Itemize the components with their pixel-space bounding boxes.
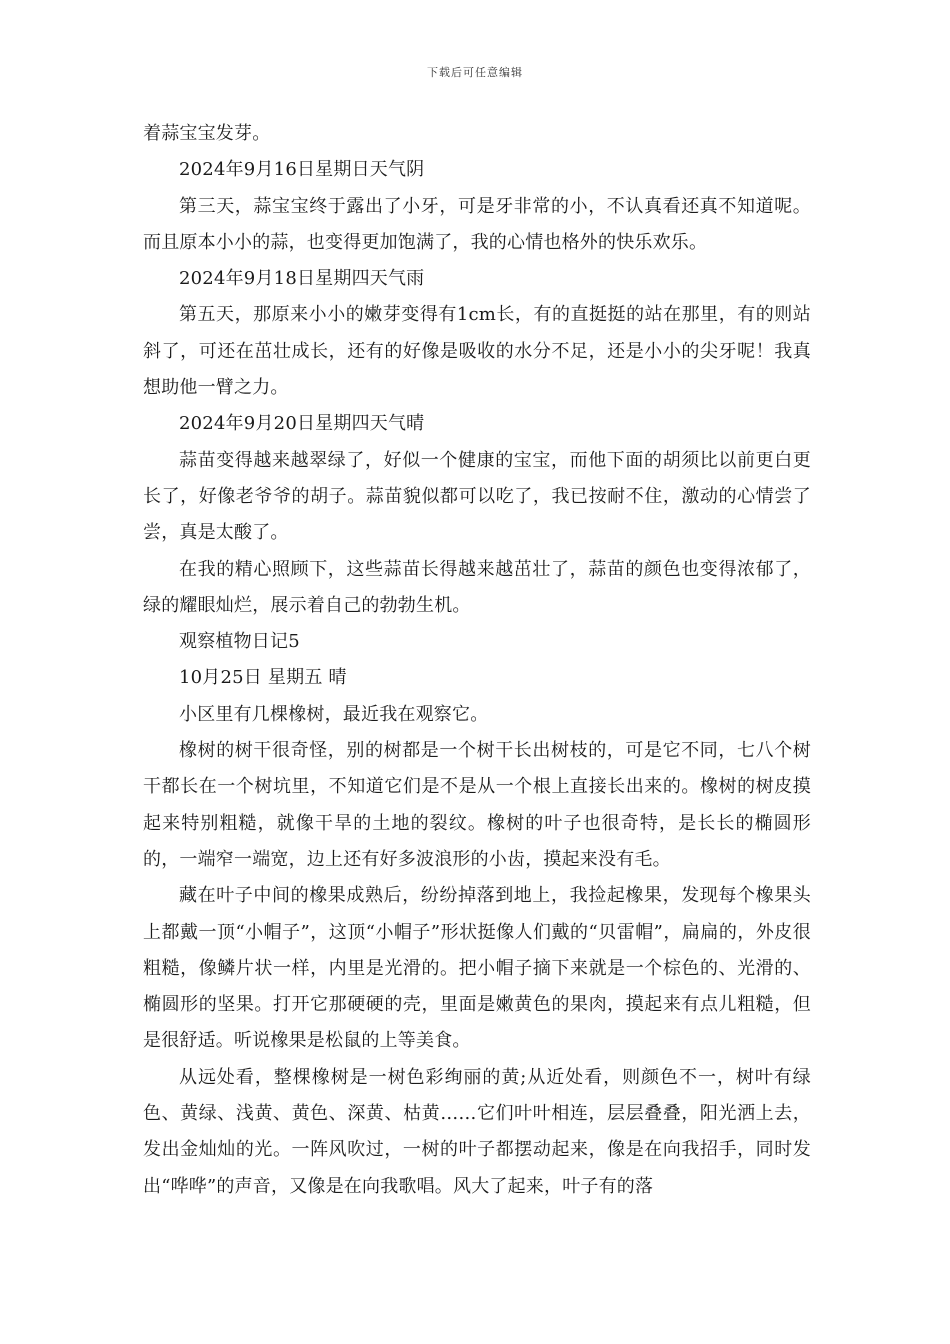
section-title: 观察植物日记5 (179, 631, 300, 653)
diary-date-heading: 2024年9月16日星期日天气阴 (179, 159, 425, 181)
paragraph: 橡树的树干很奇怪，别的树都是一个树干长出树枝的，可是它不同，七八个树干都长在一个树坑里，不知道它们是不是从一个根上直接长出来的。橡树的树皮摸起来特别粗糙，就像干旱的土地的裂纹。橡树的叶子也很奇特，是长长的椭圆形的，一端窄一端宽，边上还有好多波浪形的小齿，摸起来没有毛。 (143, 740, 811, 870)
paragraph: 第五天，那原来小小的嫩芽变得有1cm长，有的直挺挺的站在那里，有的则站斜了，可还在茁壮成长，还有的好像是吸收的水分不足，还是小小的尖牙呢！我真想助他一臂之力。 (143, 304, 811, 399)
paragraph: 第三天，蒜宝宝终于露出了小牙，可是牙非常的小，不认真看还真不知道呢。而且原本小小的蒜，也变得更加饱满了，我的心情也格外的快乐欢乐。 (143, 195, 811, 253)
paragraph: 小区里有几棵橡树，最近我在观察它。 (179, 703, 489, 725)
page-header: 下载后可任意编辑 (427, 66, 523, 79)
paragraph: 蒜苗变得越来越翠绿了，好似一个健康的宝宝，而他下面的胡须比以前更白更长了，好像老爷爷的胡子。蒜苗貌似都可以吃了，我已按耐不住，激动的心情尝了尝，真是太酸了。 (143, 449, 811, 544)
paragraph: 在我的精心照顾下，这些蒜苗长得越来越茁壮了，蒜苗的颜色也变得浓郁了，绿的耀眼灿烂，展示着自己的勃勃生机。 (143, 558, 811, 616)
diary-date-heading: 2024年9月20日星期四天气晴 (179, 413, 425, 435)
paragraph: 从远处看，整棵橡树是一树色彩绚丽的黄;从近处看，则颜色不一，树叶有绿色、黄绿、浅黄、黄色、深黄、枯黄……它们叶叶相连，层层叠叠，阳光洒上去，发出金灿灿的光。一阵风吹过，一树的叶子都摆动起来，像是在向我招手，同时发出“哗哗”的声音，又像是在向我歌唱。风大了起来，叶子有的落 (143, 1066, 811, 1197)
diary-date-heading: 10月25日 星期五 晴 (179, 667, 347, 689)
paragraph: 藏在叶子中间的橡果成熟后，纷纷掉落到地上，我捡起橡果，发现每个橡果头上都戴一顶“小帽子”，这顶“小帽子”形状挺像人们戴的“贝雷帽”，扁扁的，外皮很粗糙，像鳞片状一样，内里是光滑的。把小帽子摘下来就是一个棕色的、光滑的、椭圆形的坚果。打开它那硬硬的壳，里面是嫩黄色的果肉，摸起来有点儿粗糙，但是很舒适。听说橡果是松鼠的上等美食。 (143, 885, 811, 1052)
paragraph-continuation: 着蒜宝宝发芽。 (143, 123, 271, 144)
diary-date-heading: 2024年9月18日星期四天气雨 (179, 268, 425, 290)
document-body (143, 116, 811, 1205)
